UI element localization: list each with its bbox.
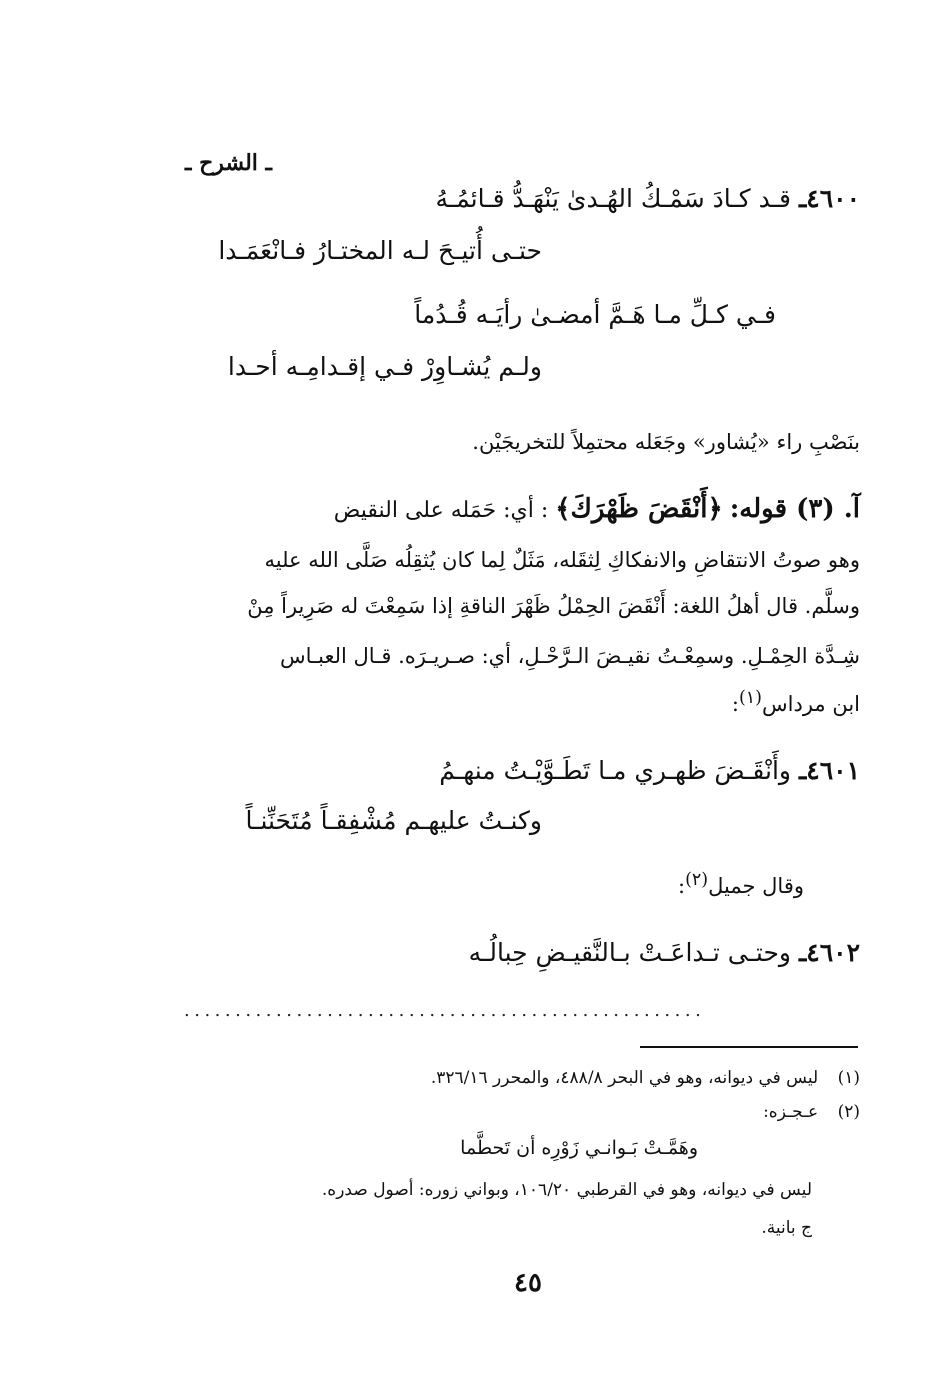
prose-line-5: شِـدَّة الحِمْـلِ. وسمِعْـتُ نقيـضَ الـرَّحْـلِ، أي: صـريـرَه. قـال العبـاس xyxy=(279,644,860,668)
annotation-marker: آ. (٣) قوله: xyxy=(729,494,860,524)
annotation-text: : أي: حَمَله على النقيض xyxy=(333,498,549,523)
colon: : xyxy=(677,874,686,898)
annotation-line xyxy=(334,496,860,522)
verse-c-first-hemistich: فـي كـلِّ مـا هَـمَّ أمضـىٰ رأيَـه قُـدُماً xyxy=(414,300,776,329)
prose-line-4: وسلَّم. قال أهلُ اللغة: أَنْقَضَ الحِمْلُ ظَهْرَ الناقةِ إذا سَمِعْتَ له صَرِيراً مِنْ xyxy=(247,594,860,618)
verse-4600-second-hemistich: حتـى أُتيـحَ لـه المختـارُ فـانْعَمَـدا xyxy=(218,236,542,265)
poet-name: ابن مرداس xyxy=(762,692,860,716)
verse-text: وأَنْقَـضَ ظهـري مـا تَطَـوَّيْـتُ منهـمُ xyxy=(439,756,791,785)
colon: : xyxy=(731,692,739,716)
footnote-ref-2: (٢) xyxy=(685,870,709,890)
verse-4602-first-hemistich xyxy=(469,938,860,967)
footnote-number: (١) xyxy=(837,1068,860,1088)
verse-4600-first-hemistich xyxy=(435,184,860,213)
footnote-separator xyxy=(640,1046,858,1048)
ellipsis-line: ................................................... xyxy=(184,1000,706,1021)
footnote-ref-1: (١) xyxy=(738,688,762,708)
verse-text: قـد كـادَ سَمْـكُ الهُـدىٰ يَنْهَـدُّ قـائمُـهُ xyxy=(435,184,791,213)
poet-name: وقال جميل xyxy=(708,874,804,898)
footnote-number: (٢) xyxy=(837,1102,860,1122)
prose-line-6 xyxy=(732,690,860,715)
verse-number: ٤٦٠١ـ xyxy=(798,756,860,785)
section-header: ـ الشرح ـ xyxy=(185,150,272,176)
verse-d-second-hemistich: ولـم يُشـاوِرْ فـي إقـدامِـه أحـدا xyxy=(227,352,542,381)
prose-line-1: بنَصْبِ راء «يُشاور» وجَعَله محتمِلاً للتخريجَيْن. xyxy=(472,430,860,454)
footnote-text: عـجـزه: xyxy=(763,1102,819,1122)
prose-line-7 xyxy=(678,872,804,897)
verse-number: ٤٦٠٠ـ xyxy=(798,184,860,213)
verse-4601-second-hemistich: وكنـتُ عليهـم مُشْفِقـاً مُتَحَنِّنـاً xyxy=(245,806,542,835)
footnote-2-continuation: ليس في ديوانه، وهو في القرطبي ١٠٦/٢٠، وبواني زوره: أصول صدره. xyxy=(321,1180,812,1200)
footnote-2 xyxy=(763,1102,860,1122)
verse-4601-first-hemistich xyxy=(439,756,860,785)
footnote-2-continuation-2: ج بانية. xyxy=(761,1218,812,1238)
prose-line-3: وهو صوتُ الانتقاضِ والانفكاكِ لِثقَله، مَثَلٌ لِما كان يُثقِلُه صَلَّى الله عليه xyxy=(264,548,860,572)
footnote-1 xyxy=(431,1068,860,1088)
quran-quote: ﴿أَنْقَضَ ظَهْرَكَ﴾ xyxy=(555,494,723,524)
verse-text: وحتـى تـداعَـتْ بـالنَّقيـضِ حِبالُـه xyxy=(468,938,791,967)
page-number: ٤٥ xyxy=(514,1268,542,1298)
footnote-2-verse: وهَمَّـتْ بَـوانـي زَوْرِه أن تَحطَّما xyxy=(460,1137,698,1159)
verse-number: ٤٦٠٢ـ xyxy=(798,938,860,967)
footnote-text: ليس في ديوانه، وهو في البحر ٤٨٨/٨، والمحرر ٣٢٦/١٦. xyxy=(430,1068,819,1088)
